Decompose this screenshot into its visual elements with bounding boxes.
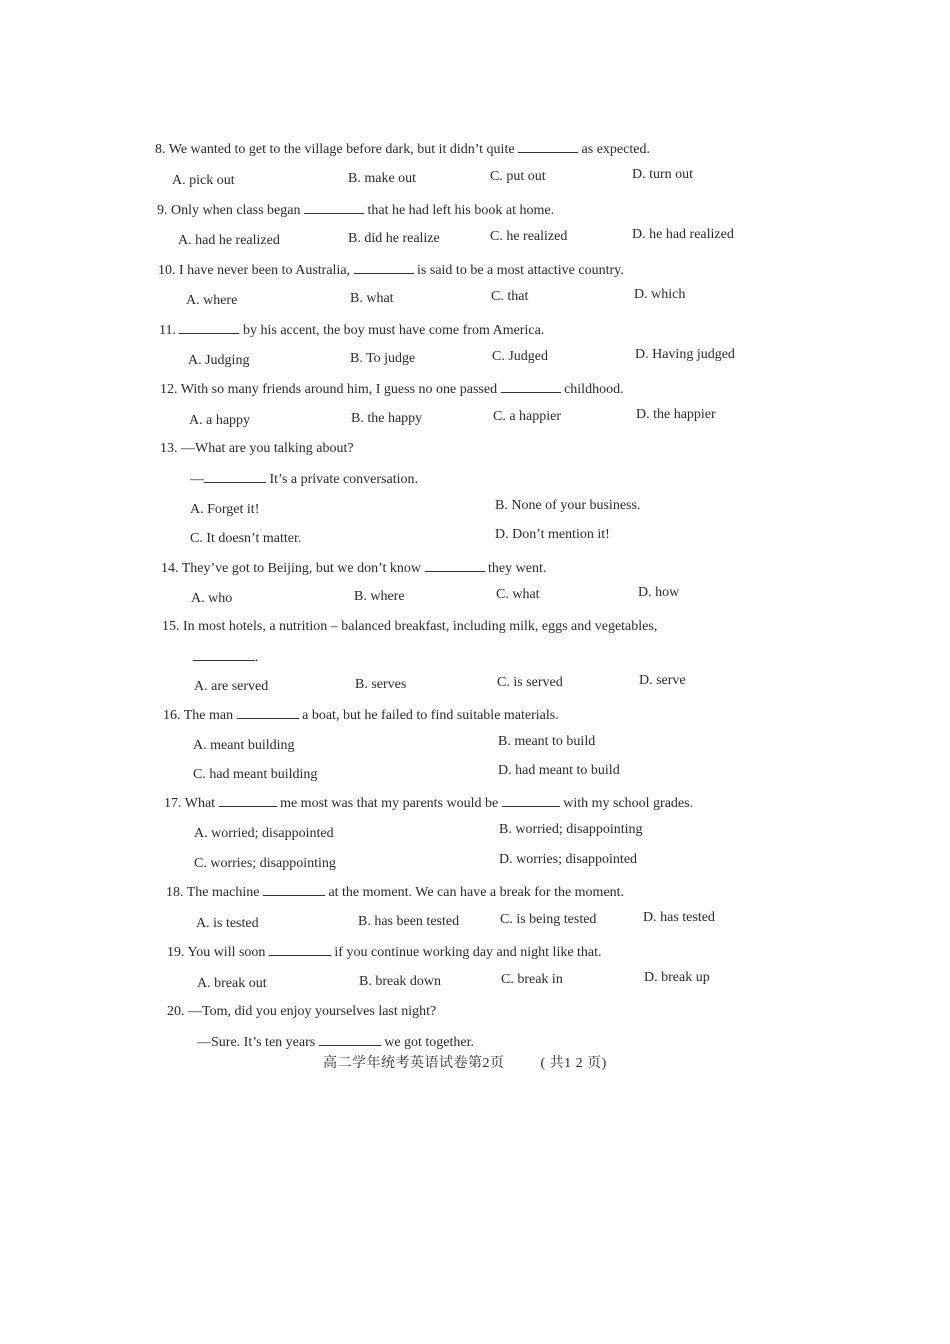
- question-20-reply-end: we got together.: [384, 1035, 475, 1050]
- option-d: D. Having judged: [635, 347, 735, 362]
- question-17-text-mid: me most was that my parents would be: [280, 796, 499, 811]
- option-b: B. worried; disappointing: [499, 822, 643, 837]
- question-20-line2: [197, 1033, 474, 1052]
- option-d: D. has tested: [643, 910, 715, 925]
- option-c: C. worries; disappointing: [194, 856, 336, 871]
- answer-blank: [193, 648, 255, 661]
- question-18-stem: [166, 883, 624, 902]
- option-d: D. which: [634, 287, 686, 302]
- option-d: D. he had realized: [632, 227, 734, 242]
- answer-blank: [204, 470, 266, 483]
- question-13-stem: [160, 440, 354, 458]
- answer-blank: [501, 380, 561, 393]
- answer-blank: [425, 559, 485, 572]
- option-b: B. To judge: [350, 351, 416, 366]
- question-15-text: 15. In most hotels, a nutrition – balanced breakfast, including milk, eggs and vegetables,: [162, 619, 658, 634]
- question-12-text: 12. With so many friends around him, I guess no one passed: [160, 382, 498, 397]
- question-15-period: .: [255, 650, 259, 665]
- option-c: C. put out: [490, 169, 546, 184]
- option-b: B. meant to build: [498, 734, 596, 749]
- question-15-stem: [162, 618, 657, 636]
- option-a: A. are served: [194, 679, 269, 694]
- question-16-stem: [163, 706, 559, 725]
- option-c: C. Judged: [492, 349, 548, 364]
- option-c: C. what: [496, 587, 540, 602]
- question-10-text: 10. I have never been to Australia,: [158, 263, 351, 278]
- option-a: A. meant building: [193, 738, 295, 753]
- question-9-stem: [157, 201, 554, 220]
- question-17-text: 17. What: [164, 796, 216, 811]
- question-13-text: 13. —What are you talking about?: [160, 441, 354, 456]
- dialogue-dash: —: [190, 472, 204, 487]
- page-footer: [323, 1055, 607, 1073]
- option-b: B. where: [354, 589, 405, 604]
- option-a: A. is tested: [196, 916, 259, 931]
- option-b: B. did he realize: [348, 231, 440, 246]
- question-10-stem: [158, 261, 624, 280]
- question-17-text-end: with my school grades.: [563, 796, 694, 811]
- question-15-line2: [193, 648, 259, 667]
- question-11-number: 11.: [159, 323, 176, 338]
- answer-blank: [319, 1033, 381, 1046]
- answer-blank: [502, 794, 560, 807]
- answer-blank: [354, 261, 414, 274]
- question-20-reply-start: —Sure. It’s ten years: [197, 1035, 316, 1050]
- footer-page-count: ( 共1 2 页): [540, 1056, 607, 1071]
- option-d: D. Don’t mention it!: [495, 527, 610, 542]
- option-d: D. the happier: [636, 407, 716, 422]
- option-d: D. break up: [644, 970, 710, 985]
- question-14-stem: [161, 559, 546, 578]
- option-c: C. he realized: [490, 229, 568, 244]
- option-a: A. Judging: [188, 353, 250, 368]
- option-b: B. what: [350, 291, 394, 306]
- option-a: A. pick out: [172, 173, 235, 188]
- question-10-text-end: is said to be a most attactive country.: [417, 263, 624, 278]
- option-c: C. had meant building: [193, 767, 318, 782]
- option-d: D. serve: [639, 673, 686, 688]
- question-11-stem: [159, 321, 544, 340]
- question-12-stem: [160, 380, 624, 399]
- question-13-reply: It’s a private conversation.: [269, 472, 419, 487]
- option-d: D. turn out: [632, 167, 694, 182]
- option-b: B. None of your business.: [495, 498, 641, 513]
- question-19-text: 19. You will soon: [167, 945, 266, 960]
- question-8-stem: [155, 140, 650, 159]
- option-a: A. worried; disappointed: [194, 826, 334, 841]
- question-20-stem: [167, 1003, 436, 1021]
- option-c: C. is being tested: [500, 912, 597, 927]
- question-8-text-end: as expected.: [581, 142, 650, 157]
- question-12-text-end: childhood.: [564, 382, 624, 397]
- question-19-text-end: if you continue working day and night like that.: [334, 945, 602, 960]
- option-a: A. a happy: [189, 413, 251, 428]
- answer-blank: [518, 140, 578, 153]
- question-9-text-end: that he had left his book at home.: [367, 203, 555, 218]
- question-9-text: 9. Only when class began: [157, 203, 301, 218]
- question-11-text-end: by his accent, the boy must have come from America.: [242, 323, 545, 338]
- answer-blank: [304, 201, 364, 214]
- option-a: A. Forget it!: [190, 502, 260, 517]
- question-18-text: 18. The machine: [166, 885, 260, 900]
- option-b: B. has been tested: [358, 914, 460, 929]
- question-14-text: 14. They’ve got to Beijing, but we don’t know: [161, 561, 422, 576]
- question-16-text: 16. The man: [163, 708, 234, 723]
- answer-blank: [179, 321, 239, 334]
- option-d: D. how: [638, 585, 680, 600]
- option-c: C. that: [491, 289, 529, 304]
- option-d: D. had meant to build: [498, 763, 620, 778]
- option-c: C. It doesn’t matter.: [190, 531, 302, 546]
- option-b: B. serves: [355, 677, 407, 692]
- option-a: A. had he realized: [178, 233, 280, 248]
- option-b: B. break down: [359, 974, 442, 989]
- question-8-text: 8. We wanted to get to the village before dark, but it didn’t quite: [155, 142, 515, 157]
- question-19-stem: [167, 943, 602, 962]
- answer-blank: [263, 883, 325, 896]
- answer-blank: [219, 794, 277, 807]
- question-18-text-end: at the moment. We can have a break for the moment.: [328, 885, 625, 900]
- answer-blank: [269, 943, 331, 956]
- question-13-line2: [190, 470, 418, 489]
- answer-blank: [237, 706, 299, 719]
- option-a: A. who: [191, 591, 233, 606]
- option-c: C. a happier: [493, 409, 562, 424]
- question-16-text-end: a boat, but he failed to find suitable materials.: [302, 708, 559, 723]
- option-c: C. is served: [497, 675, 563, 690]
- option-c: C. break in: [501, 972, 563, 987]
- footer-title: 高二学年统考英语试卷第2页: [323, 1056, 505, 1071]
- option-d: D. worries; disappointed: [499, 852, 638, 867]
- question-14-text-end: they went.: [488, 561, 547, 576]
- option-a: A. break out: [197, 976, 267, 991]
- option-b: B. the happy: [351, 411, 423, 426]
- question-20-text: 20. —Tom, did you enjoy yourselves last night?: [167, 1004, 437, 1019]
- option-a: A. where: [186, 293, 238, 308]
- question-17-stem: [164, 794, 693, 813]
- option-b: B. make out: [348, 171, 417, 186]
